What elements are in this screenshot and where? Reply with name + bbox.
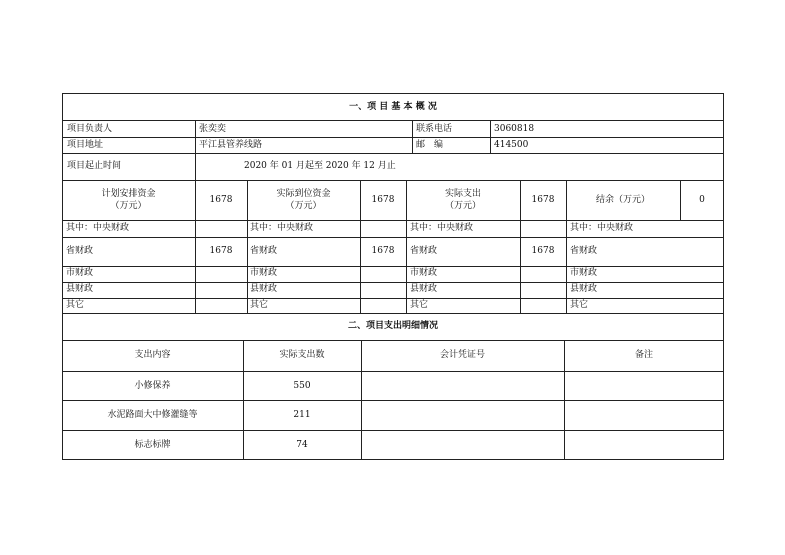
fund-row-c4: 县财政 bbox=[570, 284, 598, 294]
address-label: 项目地址 bbox=[67, 140, 104, 150]
row-divider bbox=[62, 400, 724, 401]
fund-row-c1: 其中：中央财政 bbox=[66, 223, 130, 233]
detail-header-note: 备注 bbox=[634, 350, 653, 360]
section1-title: 一、项 目 基 本 概 况 bbox=[349, 102, 437, 112]
fund-row-c2: 市财政 bbox=[250, 268, 278, 278]
fund-row-c3: 省财政 bbox=[410, 246, 438, 256]
fund-row-c2: 其中：中央财政 bbox=[250, 223, 314, 233]
row-divider bbox=[62, 237, 724, 238]
fund-row-c4: 其中：中央财政 bbox=[570, 223, 634, 233]
col-divider bbox=[195, 153, 196, 180]
row-divider bbox=[62, 282, 724, 283]
fund-row-c1: 县财政 bbox=[66, 284, 94, 294]
detail-header-amount: 实际支出数 bbox=[279, 350, 325, 360]
postcode-value: 414500 bbox=[494, 140, 529, 150]
row-divider bbox=[62, 120, 724, 121]
received-label: 实际到位资金 bbox=[276, 189, 331, 199]
detail-row-content: 标志标牌 bbox=[134, 440, 171, 450]
fund-row-c3: 其它 bbox=[410, 300, 429, 310]
section2-title: 二、项目支出明细情况 bbox=[347, 321, 438, 331]
detail-row-amount: 74 bbox=[296, 440, 308, 450]
balance-label: 结余（万元） bbox=[595, 195, 650, 205]
fund-row-c2: 省财政 bbox=[250, 246, 278, 256]
postcode-label: 邮 编 bbox=[416, 140, 444, 150]
fund-row-c4: 其它 bbox=[570, 300, 589, 310]
project-summary-table bbox=[62, 93, 724, 460]
fund-row-c1: 市财政 bbox=[66, 268, 94, 278]
fund-row-v2: 1678 bbox=[371, 246, 395, 256]
detail-header-voucher: 会计凭证号 bbox=[439, 350, 485, 360]
fund-row-c3: 其中：中央财政 bbox=[410, 223, 474, 233]
leader-label: 项目负责人 bbox=[67, 124, 113, 134]
row-divider bbox=[62, 220, 724, 221]
planned-value: 1678 bbox=[209, 195, 233, 205]
fund-row-c4: 市财政 bbox=[570, 268, 598, 278]
col-divider bbox=[490, 120, 491, 153]
fund-row-c3: 市财政 bbox=[410, 268, 438, 278]
row-divider bbox=[62, 371, 724, 372]
row-divider bbox=[62, 430, 724, 431]
fund-row-c2: 其它 bbox=[250, 300, 269, 310]
spent-unit: （万元） bbox=[444, 201, 481, 211]
row-divider bbox=[62, 340, 724, 341]
detail-row-content: 水泥路面大中修灌缝等 bbox=[107, 410, 198, 420]
period-label: 项目起止时间 bbox=[67, 161, 122, 171]
fund-row-c3: 县财政 bbox=[410, 284, 438, 294]
planned-label: 计划安排资金 bbox=[101, 189, 156, 199]
fund-row-c1: 省财政 bbox=[66, 246, 94, 256]
detail-row-amount: 211 bbox=[293, 410, 311, 420]
phone-label: 联系电话 bbox=[416, 124, 453, 134]
row-divider bbox=[62, 180, 724, 181]
row-divider bbox=[62, 313, 724, 314]
detail-row-content: 小修保养 bbox=[134, 381, 171, 391]
row-divider bbox=[62, 298, 724, 299]
detail-header-content: 支出内容 bbox=[134, 350, 171, 360]
planned-unit: （万元） bbox=[110, 201, 147, 211]
spent-value: 1678 bbox=[531, 195, 555, 205]
col-divider bbox=[412, 120, 413, 153]
address-value: 平江县管养线路 bbox=[199, 140, 263, 150]
leader-value: 张奕奕 bbox=[199, 124, 227, 134]
fund-row-c2: 县财政 bbox=[250, 284, 278, 294]
fund-row-c1: 其它 bbox=[66, 300, 85, 310]
period-value: 2020 年 01 月起至 2020 年 12 月止 bbox=[244, 161, 396, 171]
fund-row-v3: 1678 bbox=[531, 246, 555, 256]
detail-row-amount: 550 bbox=[293, 381, 311, 391]
row-divider bbox=[62, 153, 724, 154]
received-value: 1678 bbox=[371, 195, 395, 205]
balance-value: 0 bbox=[699, 195, 705, 205]
row-divider bbox=[62, 266, 724, 267]
fund-row-v1: 1678 bbox=[209, 246, 233, 256]
received-unit: （万元） bbox=[285, 201, 322, 211]
col-divider bbox=[195, 120, 196, 153]
row-divider bbox=[62, 137, 724, 138]
phone-value: 3060818 bbox=[494, 124, 535, 134]
fund-row-c4: 省财政 bbox=[570, 246, 598, 256]
spent-label: 实际支出 bbox=[444, 189, 481, 199]
